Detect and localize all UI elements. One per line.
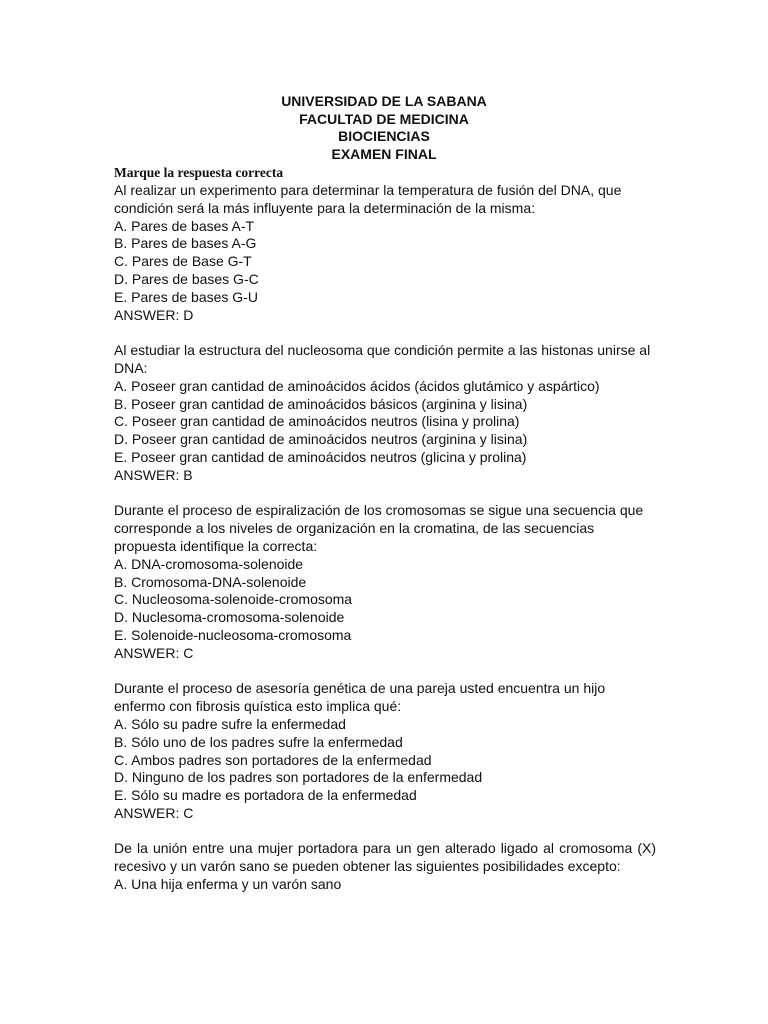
option-d: D. Nuclesoma-cromosoma-solenoide: [114, 609, 345, 626]
answer-line: ANSWER: C: [114, 804, 194, 821]
exam-body: [114, 164, 656, 912]
option-a: A. Sólo su padre sufre la enfermedad: [114, 715, 346, 732]
option-b: B. Cromosoma-DNA-solenoide: [114, 573, 307, 590]
question-text: Durante el proceso de espiralización de los cromosomas se sigue una secuencia que corresponde a los niveles de organización en la cromatina, de las secuencias propuesta identifique la correcta:: [114, 502, 644, 554]
document-header: [0, 93, 768, 163]
option-c: C. Pares de Base G-T: [114, 253, 252, 270]
question-text: Al realizar un experimento para determinar la temperatura de fusión del DNA, que condición será la más influyente para la determinación de la misma:: [114, 182, 622, 216]
option-d: D. Poseer gran cantidad de aminoácidos neutros (arginina y lisina): [114, 431, 528, 448]
option-b: B. Sólo uno de los padres sufre la enfermedad: [114, 733, 403, 750]
question-text: De la unión entre una mujer portadora para un gen alterado ligado al cromosoma (X) recesivo y un varón sano se pueden obtener las siguientes posibilidades excepto:: [114, 840, 656, 875]
option-d: D. Pares de bases G-C: [114, 270, 259, 287]
answer-line: ANSWER: B: [114, 466, 193, 483]
question-text: Al estudiar la estructura del nucleosoma que condición permite a las histonas unirse al DNA:: [114, 342, 651, 376]
option-a: A. Poseer gran cantidad de aminoácidos ácidos (ácidos glutámico y aspártico): [114, 377, 600, 394]
option-c: C. Poseer gran cantidad de aminoácidos neutros (lisina y prolina): [114, 413, 520, 430]
option-b: B. Pares de bases A-G: [114, 235, 257, 252]
option-e: E. Solenoide-nucleosoma-cromosoma: [114, 626, 352, 643]
question-1: [114, 182, 656, 324]
course-name: BIOCIENCIAS: [338, 128, 430, 145]
instruction-text: Marque la respuesta correcta: [114, 165, 284, 180]
question-5: [114, 840, 656, 893]
faculty-name: FACULTAD DE MEDICINA: [299, 110, 469, 127]
question-text: Durante el proceso de asesoría genética de una pareja usted encuentra un hijo enfermo con fibrosis quística esto implica qué:: [114, 680, 606, 715]
answer-line: ANSWER: C: [114, 644, 194, 661]
option-c: C. Nucleosoma-solenoide-cromosoma: [114, 591, 353, 608]
option-a: A. DNA-cromosoma-solenoide: [114, 555, 304, 572]
question-3: [114, 502, 656, 662]
option-e: E. Pares de bases G-U: [114, 288, 258, 305]
option-e: E. Sólo su madre es portadora de la enfermedad: [114, 787, 417, 804]
question-4: [114, 680, 656, 822]
option-b: B. Poseer gran cantidad de aminoácidos básicos (arginina y lisina): [114, 395, 528, 412]
option-c: C. Ambos padres son portadores de la enfermedad: [114, 751, 432, 768]
option-a: A. Una hija enferma y un varón sano: [114, 876, 342, 893]
option-d: D. Ninguno de los padres son portadores de la enfermedad: [114, 769, 483, 786]
university-name: UNIVERSIDAD DE LA SABANA: [281, 93, 487, 109]
question-2: [114, 342, 656, 484]
option-a: A. Pares de bases A-T: [114, 217, 255, 234]
exam-title: EXAMEN FINAL: [331, 145, 437, 162]
answer-line: ANSWER: D: [114, 306, 194, 323]
option-e: E. Poseer gran cantidad de aminoácidos neutros (glicina y prolina): [114, 448, 527, 465]
